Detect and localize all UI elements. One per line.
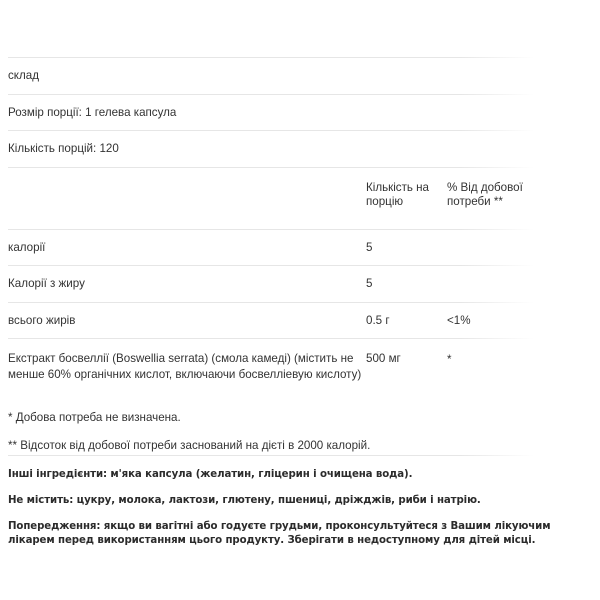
table-row [0,302,600,339]
supplement-facts-table [0,57,600,395]
nutrient-daily-value: * [447,353,452,366]
nutrient-amount: 0.5 г [366,313,390,327]
servings-per-container-label: Кількість порцій: 120 [8,142,119,155]
warning-note: Попередження: якщо ви вагітні або годуєте грудьми, проконсультуйтеся з Вашим лікуючим лікарем перед використанням цього продукту. Зберігати в недоступному для дітей місці. [8,521,551,546]
table-row-serving-size [0,94,600,131]
composition-label: склад [8,69,39,82]
footnotes-block [8,410,568,466]
footnote-daily-value-not-established: * Добова потреба не визначена. [8,411,181,424]
product-notes-block [8,468,592,548]
table-row-servings-per-container [0,130,600,167]
nutrient-amount: 5 [366,240,373,254]
bottom-divider [8,455,534,456]
nutrient-name: Екстракт босвеллії (Boswellia serrata) (смола камеді) (містить не менше 60% органічних кислот, включаючи босвелліевую кислоту) [8,352,362,381]
nutrient-name: Калорії з жиру [8,277,85,290]
table-header-row [0,167,600,229]
nutrient-name: всього жирів [8,313,76,327]
table-row [0,229,600,266]
column-header-daily-value: % Від добової потреби ** [447,180,523,208]
free-from-note: Не містить: цукру, молока, лактози, глютену, пшениці, дріжджів, риби і натрію. [8,495,481,506]
footnote-percent-daily-value-basis: ** Відсоток від добової потреби заснований на дієті в 2000 калорій. [8,439,371,452]
table-row [0,265,600,302]
nutrient-daily-value: <1% [447,313,471,327]
table-row [0,338,600,395]
nutrient-amount: 500 мг [366,352,401,365]
other-ingredients-note: Інші інгредієнти: м'яка капсула (желатин, гліцерин і очищена вода). [8,469,413,480]
table-row-composition [0,57,600,94]
column-header-amount-per-serving: Кількість на порцію [366,180,430,208]
nutrient-name: калорії [8,240,46,254]
nutrient-amount: 5 [366,277,373,290]
serving-size-label: Розмір порції: 1 гелева капсула [8,105,177,119]
